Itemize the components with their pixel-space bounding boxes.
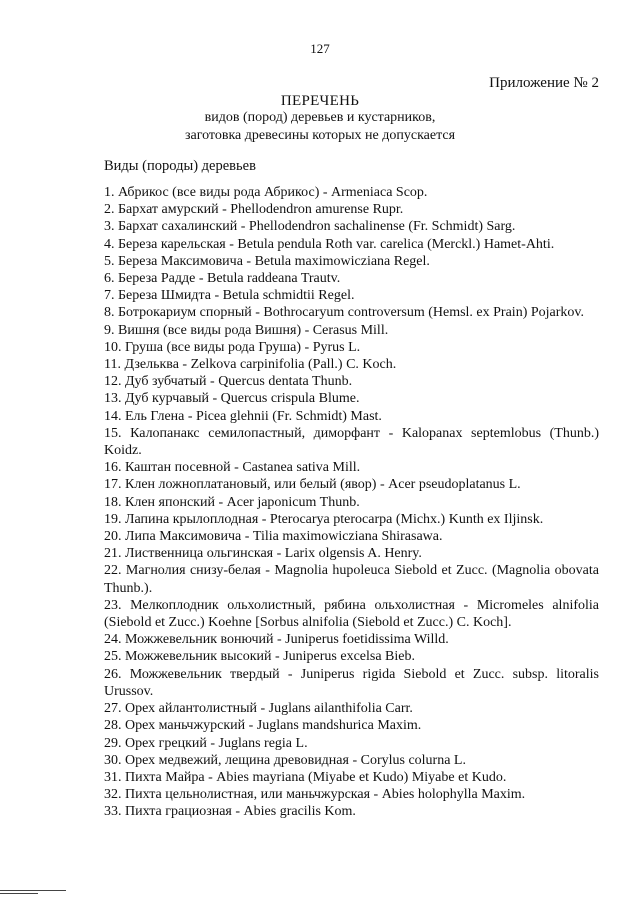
species-list-item: 14. Ель Глена - Picea glehnii (Fr. Schmidt) Mast.: [104, 408, 382, 424]
document-subtitle: [0, 109, 640, 145]
species-list-item: 20. Липа Максимовича - Tilia maximowicziana Shirasawa.: [104, 529, 443, 545]
species-list-item: 31. Пихта Майра - Abies mayriana (Miyabe et Kudo) Miyabe et Kudo.: [104, 769, 507, 785]
species-list-item: 29. Орех грецкий - Juglans regia L.: [104, 735, 308, 751]
species-list-item: 6. Береза Радде - Betula raddeana Trautv.: [104, 271, 341, 287]
appendix-label: Приложение № 2: [489, 75, 599, 91]
species-list-item: 2. Бархат амурский - Phellodendron amurense Rupr.: [104, 202, 404, 218]
species-list-item: 17. Клен ложноплатановый, или белый (явор) - Acer pseudoplatanus L.: [104, 477, 521, 493]
species-list-item: 19. Лапина крылоплодная - Pterocarya pterocarpa (Michx.) Kunth ex Iljinsk.: [104, 511, 544, 527]
species-list-item: 7. Береза Шмидта - Betula schmidtii Regel.: [104, 288, 355, 304]
species-list-item: 10. Груша (все виды рода Груша) - Pyrus L.: [104, 339, 361, 355]
species-list-item: 33. Пихта грациозная - Abies gracilis Kom.: [104, 804, 356, 820]
species-list-item: 5. Береза Максимовича - Betula maximowicziana Regel.: [104, 253, 430, 269]
species-list: [104, 184, 599, 821]
section-heading: Виды (породы) деревьев: [104, 158, 256, 174]
subtitle-line-1: видов (пород) деревьев и кустарников,: [204, 110, 436, 125]
subtitle-line-2: заготовка древесины которых не допускается: [184, 128, 456, 143]
species-list-item: 16. Каштан посевной - Castanea sativa Mill.: [104, 460, 361, 476]
document-title: ПЕРЕЧЕНЬ: [280, 93, 360, 109]
footnote-rule: [0, 890, 66, 891]
page-number: 127: [310, 41, 330, 56]
species-list-item: 25. Можжевельник высокий - Juniperus excelsa Bieb.: [104, 649, 416, 665]
species-list-item: 23. Мелкоплодник ольхолистный, рябина ольхолистная - Micromeles alnifolia (Siebold et Zucc.) Koehne [Sorbus alnifolia (Siebold et Zucc.) C. Koch].: [104, 597, 599, 631]
species-list-item: 32. Пихта цельнолистная, или маньчжурская - Abies holophylla Maxim.: [104, 787, 526, 803]
footnote-rule-short: [0, 893, 38, 894]
species-list-item: 11. Дзельква - Zelkova carpinifolia (Pall.) C. Koch.: [104, 357, 397, 373]
species-list-item: 27. Орех айлантолистный - Juglans ailanthifolia Carr.: [104, 701, 413, 717]
species-list-item: 15. Калопанакс семилопастный, диморфант - Kalopanax septemlobus (Thunb.) Koidz.: [104, 425, 599, 459]
species-list-item: 30. Орех медвежий, лещина древовидная - Corylus colurna L.: [104, 752, 466, 768]
species-list-item: 8. Ботрокариум спорный - Bothrocaryum controversum (Hemsl. ex Prain) Pojarkov.: [104, 305, 585, 321]
species-list-item: 18. Клен японский - Acer japonicum Thunb.: [104, 494, 360, 510]
species-list-item: 13. Дуб курчавый - Quercus crispula Blume.: [104, 391, 360, 407]
species-list-item: 21. Лиственница ольгинская - Larix olgensis A. Henry.: [104, 546, 422, 562]
species-list-item: 4. Береза карельская - Betula pendula Roth var. carelica (Merckl.) Hamet-Ahti.: [104, 236, 555, 252]
species-list-item: 22. Магнолия снизу-белая - Magnolia hupoleuca Siebold et Zucc. (Magnolia obovata Thunb.).: [104, 563, 599, 596]
species-list-item: 3. Бархат сахалинский - Phellodendron sachalinense (Fr. Schmidt) Sarg.: [104, 219, 516, 235]
species-list-item: 26. Можжевельник твердый - Juniperus rigida Siebold et Zucc. subsp. litoralis Urussov.: [104, 666, 599, 699]
species-list-item: 28. Орех маньчжурский - Juglans mandshurica Maxim.: [104, 718, 422, 734]
species-list-item: 1. Абрикос (все виды рода Абрикос) - Armeniaca Scop.: [104, 185, 428, 200]
species-list-item: 9. Вишня (все виды рода Вишня) - Cerasus Mill.: [104, 322, 389, 338]
species-list-item: 24. Можжевельник вонючий - Juniperus foetidissima Willd.: [104, 632, 449, 648]
species-list-item: 12. Дуб зубчатый - Quercus dentata Thunb.: [104, 374, 353, 390]
